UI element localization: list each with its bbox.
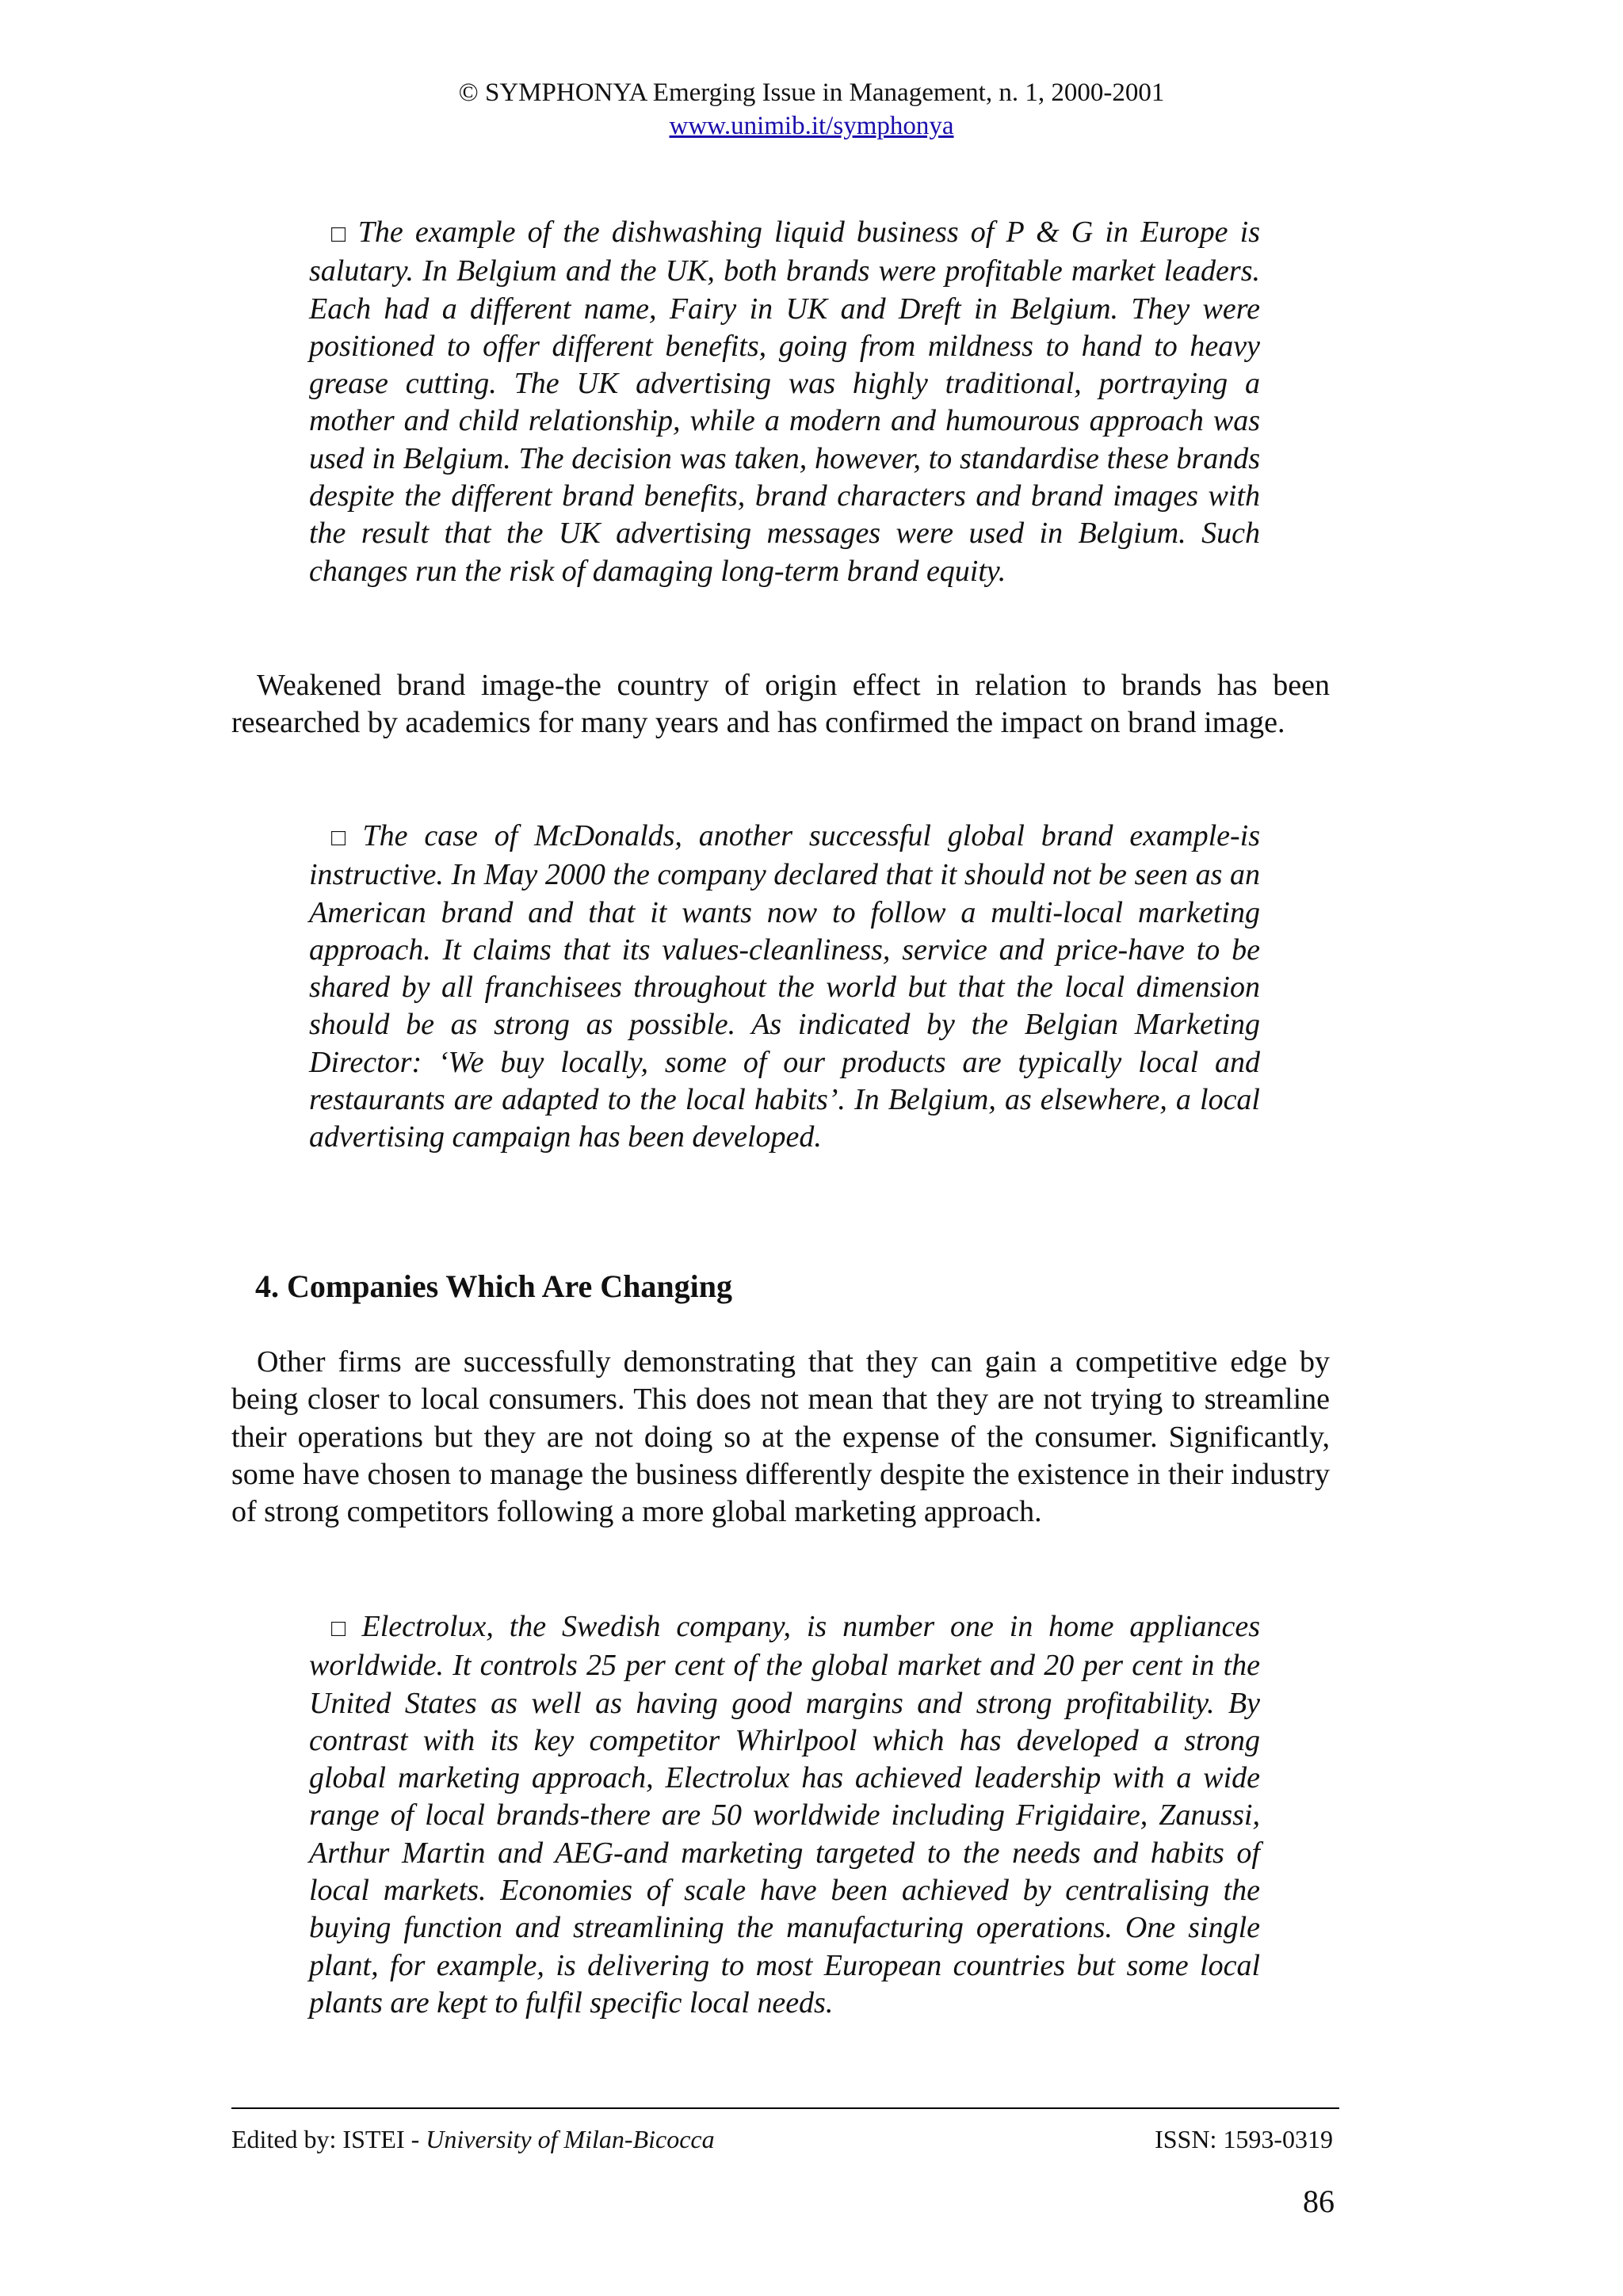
section-heading: 4. Companies Which Are Changing [255, 1268, 732, 1304]
footer-editor [231, 2123, 715, 2155]
page-header [0, 76, 1623, 143]
quote-pg-dishwashing [309, 214, 1260, 590]
footer-university: University of Milan-Bicocca [426, 2125, 715, 2153]
paragraph-companies-changing: Other firms are successfully demonstrating that they can gain a competitive edge by being closer to local consumers. This does not mean that they are not trying to streamline their operations but they are not doing so at the expense of the consumer. Significantly, some have chosen to manage the business differently despite the existence in their industry of strong competitors following a more global marketing approach. [231, 1345, 1330, 1529]
bullet-icon: □ [331, 825, 355, 851]
quote-text: The case of McDonalds, another successful global brand example-is instructive. In May 2000 the company declared that it should not be seen as an American brand and that it wants now to follow a multi-local marketing approach. It claims that its values-cleanliness, service and price-have to be shared by all franchisees throughout the world but that the local dimension should be as strong as possible. As indicated by the Belgian Marketing Director: ‘We buy locally, some of our products are typically local and restaurants are adapted to the local habits’. In Belgium, as elsewhere, a local advertising campaign has been developed. [309, 819, 1260, 1154]
quote-mcdonalds [309, 818, 1260, 1157]
page-number: 86 [1303, 2183, 1335, 2219]
paragraph-weakened-brand-image: Weakened brand image-the country of origin effect in relation to brands has been researched by academics for many years and has confirmed the impact on brand image. [231, 669, 1330, 740]
bullet-icon: □ [331, 1615, 354, 1642]
bullet-icon: □ [331, 221, 350, 247]
quote-electrolux [309, 1608, 1260, 2022]
footer-issn: ISSN: 1593-0319 [1155, 2125, 1333, 2153]
quote-text: The example of the dishwashing liquid business of P & G in Europe is salutary. In Belgium and the UK, both brands were profitable market leaders. Each had a different name, Fairy in UK and Dreft in Belgium. They were positioned to offer different benefits, going from mildness to hand to heavy grease cutting. The UK advertising was highly traditional, portraying a mother and child relationship, while a modern and humourous approach was used in Belgium. The decision was taken, however, to standardise these brands despite the different brand benefits, brand characters and brand images with the result that the UK advertising messages were used in Belgium. Such changes run the risk of damaging long-term brand equity. [309, 215, 1260, 588]
journal-title: © SYMPHONYA Emerging Issue in Management, n. 1, 2000-2001 [458, 78, 1165, 107]
quote-text: Electrolux, the Swedish company, is number one in home appliances worldwide. It controls 25 per cent of the global market and 20 per cent in the United States as well as having good margins and strong profitability. By contrast with its key competitor Whirlpool which has developed a strong global marketing approach, Electrolux has achieved leadership with a wide range of local brands-there are 50 worldwide including Frigidaire, Zanussi, Arthur Martin and AEG-and marketing targeted to the needs and habits of local markets. Economies of scale have been achieved by centralising the buying function and streamlining the manufacturing operations. One single plant, for example, is delivering to most European countries but some local plants are kept to fulfil specific local needs. [309, 1610, 1260, 2019]
footer-divider [231, 2107, 1339, 2109]
journal-url-link[interactable]: www.unimib.it/symphonya [669, 112, 954, 140]
footer-edited-by: Edited by: ISTEI - [231, 2125, 426, 2153]
